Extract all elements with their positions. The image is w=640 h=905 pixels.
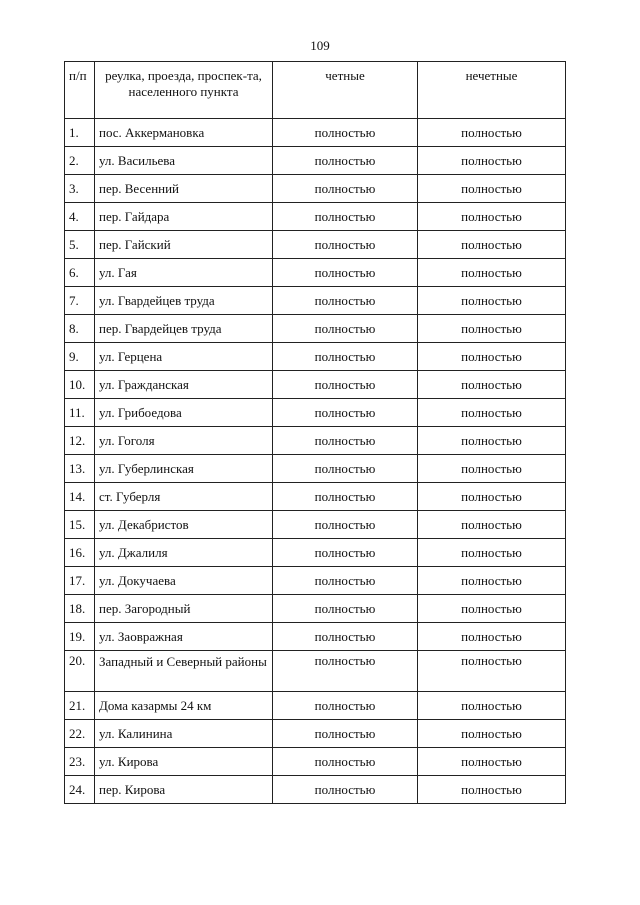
table-row [65, 343, 566, 371]
cell-odd: полностью [418, 119, 566, 147]
cell-even: полностью [273, 692, 418, 720]
table-row [65, 427, 566, 455]
cell-num: 1. [65, 119, 95, 147]
cell-name: ул. Губерлинская [95, 455, 273, 483]
cell-name: ул. Калинина [95, 720, 273, 748]
cell-num: 2. [65, 147, 95, 175]
table-header [65, 62, 566, 119]
cell-even: полностью [273, 483, 418, 511]
cell-even: полностью [273, 259, 418, 287]
cell-odd: полностью [418, 147, 566, 175]
cell-num: 16. [65, 539, 95, 567]
table-row [65, 623, 566, 651]
cell-odd: полностью [418, 399, 566, 427]
cell-odd: полностью [418, 692, 566, 720]
cell-even: полностью [273, 748, 418, 776]
cell-even: полностью [273, 776, 418, 804]
cell-name: ул. Гвардейцев труда [95, 287, 273, 315]
cell-num: 8. [65, 315, 95, 343]
table-row [65, 595, 566, 623]
table-row [65, 231, 566, 259]
cell-odd: полностью [418, 427, 566, 455]
cell-even: полностью [273, 720, 418, 748]
cell-even: полностью [273, 203, 418, 231]
cell-num: 7. [65, 287, 95, 315]
cell-num: 12. [65, 427, 95, 455]
cell-odd: полностью [418, 287, 566, 315]
cell-even: полностью [273, 147, 418, 175]
cell-name: ул. Герцена [95, 343, 273, 371]
cell-odd: полностью [418, 651, 566, 692]
table-row [65, 567, 566, 595]
header-name: реулка, проезда, проспек-та, населенного пункта [95, 62, 273, 119]
cell-num: 19. [65, 623, 95, 651]
cell-odd: полностью [418, 567, 566, 595]
cell-odd: полностью [418, 748, 566, 776]
cell-name: ул. Васильева [95, 147, 273, 175]
cell-name: пер. Загородный [95, 595, 273, 623]
cell-name: ул. Грибоедова [95, 399, 273, 427]
cell-odd: полностью [418, 539, 566, 567]
cell-num: 14. [65, 483, 95, 511]
cell-num: 18. [65, 595, 95, 623]
cell-num: 21. [65, 692, 95, 720]
header-row [65, 62, 566, 119]
cell-num: 5. [65, 231, 95, 259]
cell-name: Западный и Северный районы [95, 651, 273, 692]
table-row [65, 748, 566, 776]
cell-name: ст. Губерля [95, 483, 273, 511]
cell-even: полностью [273, 315, 418, 343]
cell-name: ул. Декабристов [95, 511, 273, 539]
cell-name: пер. Гайский [95, 231, 273, 259]
table-row [65, 511, 566, 539]
cell-odd: полностью [418, 511, 566, 539]
header-odd: нечетные [418, 62, 566, 119]
cell-even: полностью [273, 287, 418, 315]
header-even: четные [273, 62, 418, 119]
cell-even: полностью [273, 119, 418, 147]
cell-name: ул. Кирова [95, 748, 273, 776]
table-row [65, 692, 566, 720]
cell-even: полностью [273, 623, 418, 651]
cell-odd: полностью [418, 343, 566, 371]
cell-even: полностью [273, 651, 418, 692]
cell-name: пер. Весенний [95, 175, 273, 203]
cell-num: 11. [65, 399, 95, 427]
table-row [65, 315, 566, 343]
cell-odd: полностью [418, 483, 566, 511]
cell-name: ул. Гоголя [95, 427, 273, 455]
cell-odd: полностью [418, 455, 566, 483]
cell-name: ул. Гая [95, 259, 273, 287]
street-table [64, 61, 566, 804]
cell-odd: полностью [418, 776, 566, 804]
table-row [65, 651, 566, 692]
cell-odd: полностью [418, 595, 566, 623]
table-row [65, 483, 566, 511]
cell-even: полностью [273, 371, 418, 399]
cell-num: 20. [65, 651, 95, 692]
cell-odd: полностью [418, 720, 566, 748]
cell-odd: полностью [418, 259, 566, 287]
cell-odd: полностью [418, 315, 566, 343]
table-row [65, 259, 566, 287]
cell-name: ул. Джалиля [95, 539, 273, 567]
cell-name: пер. Гвардейцев труда [95, 315, 273, 343]
cell-even: полностью [273, 427, 418, 455]
cell-odd: полностью [418, 231, 566, 259]
cell-even: полностью [273, 343, 418, 371]
cell-num: 15. [65, 511, 95, 539]
cell-num: 10. [65, 371, 95, 399]
cell-name: Дома казармы 24 км [95, 692, 273, 720]
table-row [65, 776, 566, 804]
table-body [65, 119, 566, 804]
cell-num: 9. [65, 343, 95, 371]
cell-name: ул. Заовражная [95, 623, 273, 651]
cell-even: полностью [273, 567, 418, 595]
table-row [65, 203, 566, 231]
table-row [65, 147, 566, 175]
table-row [65, 287, 566, 315]
table-row [65, 399, 566, 427]
cell-num: 22. [65, 720, 95, 748]
table-row [65, 455, 566, 483]
table-row [65, 175, 566, 203]
cell-num: 4. [65, 203, 95, 231]
cell-name: ул. Докучаева [95, 567, 273, 595]
cell-num: 24. [65, 776, 95, 804]
cell-num: 23. [65, 748, 95, 776]
cell-odd: полностью [418, 203, 566, 231]
cell-even: полностью [273, 455, 418, 483]
cell-num: 13. [65, 455, 95, 483]
cell-odd: полностью [418, 175, 566, 203]
header-num: п/п [65, 62, 95, 119]
table-row [65, 539, 566, 567]
page-number: 109 [310, 38, 330, 53]
cell-name: пер. Гайдара [95, 203, 273, 231]
cell-even: полностью [273, 539, 418, 567]
cell-name: ул. Гражданская [95, 371, 273, 399]
table-row [65, 720, 566, 748]
cell-num: 6. [65, 259, 95, 287]
cell-num: 3. [65, 175, 95, 203]
table-row [65, 371, 566, 399]
table-row [65, 119, 566, 147]
cell-even: полностью [273, 231, 418, 259]
cell-even: полностью [273, 399, 418, 427]
cell-name: пер. Кирова [95, 776, 273, 804]
cell-even: полностью [273, 175, 418, 203]
cell-odd: полностью [418, 623, 566, 651]
cell-even: полностью [273, 595, 418, 623]
cell-even: полностью [273, 511, 418, 539]
cell-num: 17. [65, 567, 95, 595]
cell-odd: полностью [418, 371, 566, 399]
cell-name: пос. Аккермановка [95, 119, 273, 147]
